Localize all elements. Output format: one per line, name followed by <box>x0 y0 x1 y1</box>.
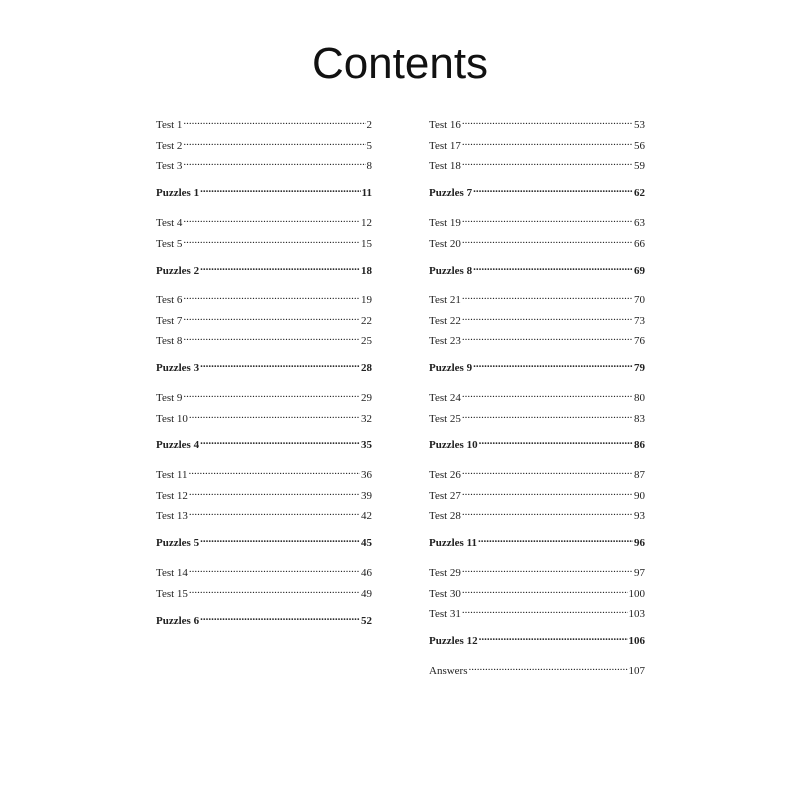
toc-leader-dots <box>473 260 633 274</box>
toc-entry <box>156 505 372 522</box>
toc-page-number: 15 <box>361 238 372 250</box>
toc-entry-label: Puzzles 4 <box>156 439 200 451</box>
toc-page-number: 35 <box>361 439 372 451</box>
toc-leader-dots <box>462 464 633 478</box>
toc-entry-label: Test 31 <box>429 608 461 620</box>
toc-leader-dots <box>462 485 633 499</box>
toc-entry-label: Test 3 <box>156 160 183 172</box>
toc-page-number: 83 <box>634 413 645 425</box>
toc-leader-dots <box>462 387 633 401</box>
toc-entry <box>429 408 645 425</box>
toc-entry-label: Test 20 <box>429 238 461 250</box>
toc-entry <box>429 233 645 250</box>
toc-entry-label: Test 19 <box>429 217 461 229</box>
toc-leader-dots <box>189 583 360 597</box>
toc-leader-dots <box>189 562 360 576</box>
toc-page-number: 8 <box>366 160 372 172</box>
toc-entry-label: Test 10 <box>156 413 188 425</box>
toc-page-number: 52 <box>361 615 372 627</box>
toc-entry-label: Puzzles 8 <box>429 265 473 277</box>
toc-entry-label: Puzzles 9 <box>429 362 473 374</box>
toc-entry-label: Puzzles 7 <box>429 187 473 199</box>
page-title: Contents <box>311 39 489 88</box>
toc-entry <box>429 114 645 131</box>
toc-leader-dots <box>189 408 360 422</box>
toc-leader-dots <box>462 212 633 226</box>
toc-section-entry <box>156 260 372 277</box>
toc-leader-dots <box>200 610 360 624</box>
toc-page-number: 70 <box>634 294 645 306</box>
toc-entry <box>156 562 372 579</box>
toc-leader-dots <box>183 310 360 324</box>
toc-page-number: 106 <box>628 635 645 647</box>
toc-page-number: 42 <box>361 510 372 522</box>
toc-leader-dots <box>200 532 360 546</box>
toc-entry-label: Puzzles 5 <box>156 537 200 549</box>
toc-leader-dots <box>183 330 360 344</box>
toc-page-number: 62 <box>634 187 645 199</box>
toc-entry-label: Test 12 <box>156 490 188 502</box>
toc-entry-label: Test 23 <box>429 335 461 347</box>
toc-leader-dots <box>462 233 633 247</box>
toc-leader-dots <box>462 155 633 169</box>
toc-page-number: 73 <box>634 315 645 327</box>
toc-leader-dots <box>200 182 361 196</box>
toc-entry-label: Test 2 <box>156 140 183 152</box>
toc-entry-label: Puzzles 2 <box>156 265 200 277</box>
toc-entry <box>429 310 645 327</box>
toc-page-number: 56 <box>634 140 645 152</box>
toc-page-number: 19 <box>361 294 372 306</box>
toc-leader-dots <box>462 583 628 597</box>
toc-entry-label: Puzzles 1 <box>156 187 200 199</box>
toc-entry <box>156 464 372 481</box>
toc-section-entry <box>429 260 645 277</box>
toc-entry-label: Test 28 <box>429 510 461 522</box>
toc-section-entry <box>429 630 645 647</box>
toc-page-number: 80 <box>634 392 645 404</box>
toc-page-number: 45 <box>361 537 372 549</box>
toc-page-number: 87 <box>634 469 645 481</box>
toc-leader-dots <box>479 434 633 448</box>
toc-entry <box>156 155 372 172</box>
toc-section-entry <box>429 532 645 549</box>
toc-entry-label: Test 13 <box>156 510 188 522</box>
toc-page-number: 49 <box>361 588 372 600</box>
toc-page-number: 12 <box>361 217 372 229</box>
toc-leader-dots <box>462 562 633 576</box>
toc-leader-dots <box>478 532 633 546</box>
toc-section-entry <box>156 357 372 374</box>
toc-entry <box>156 289 372 306</box>
toc-section-entry <box>429 434 645 451</box>
toc-entry <box>156 408 372 425</box>
toc-entry-label: Test 11 <box>156 469 188 481</box>
toc-leader-dots <box>469 660 628 674</box>
toc-page-number: 32 <box>361 413 372 425</box>
toc-entry-label: Puzzles 6 <box>156 615 200 627</box>
toc-leader-dots <box>479 630 628 644</box>
toc-section-entry <box>156 532 372 549</box>
toc-entry <box>156 387 372 404</box>
toc-leader-dots <box>189 485 360 499</box>
toc-entry-label: Test 25 <box>429 413 461 425</box>
toc-leader-dots <box>462 408 633 422</box>
toc-leader-dots <box>183 289 360 303</box>
toc-page-number: 103 <box>628 608 645 620</box>
toc-leader-dots <box>183 135 365 149</box>
toc-page-number: 90 <box>634 490 645 502</box>
toc-entry <box>156 212 372 229</box>
toc-page-number: 107 <box>628 665 645 677</box>
toc-entry <box>429 387 645 404</box>
toc-page-number: 2 <box>366 119 372 131</box>
toc-page-number: 18 <box>361 265 372 277</box>
toc-page-number: 5 <box>366 140 372 152</box>
toc-page-number: 79 <box>634 362 645 374</box>
toc-leader-dots <box>183 114 365 128</box>
toc-page-number: 29 <box>361 392 372 404</box>
toc-entry <box>156 233 372 250</box>
toc-entry-label: Puzzles 3 <box>156 362 200 374</box>
toc-leader-dots <box>183 233 360 247</box>
toc-leader-dots <box>462 330 633 344</box>
toc-entry-label: Test 1 <box>156 119 183 131</box>
toc-page-number: 63 <box>634 217 645 229</box>
toc-entry <box>429 485 645 502</box>
toc-section-entry <box>429 182 645 199</box>
toc-page-number: 100 <box>628 588 645 600</box>
toc-section-entry <box>156 434 372 451</box>
toc-page-number: 93 <box>634 510 645 522</box>
toc-entry <box>156 310 372 327</box>
toc-page-number: 76 <box>634 335 645 347</box>
toc-entry-label: Test 29 <box>429 567 461 579</box>
toc-page-number: 59 <box>634 160 645 172</box>
toc-page-number: 66 <box>634 238 645 250</box>
toc-leader-dots <box>462 603 628 617</box>
toc-page-number: 11 <box>361 187 372 199</box>
toc-page-number: 86 <box>634 439 645 451</box>
toc-entry-label: Test 26 <box>429 469 461 481</box>
toc-entry <box>429 289 645 306</box>
toc-entry-label: Test 7 <box>156 315 183 327</box>
toc-entry-label: Test 15 <box>156 588 188 600</box>
toc-entry-label: Test 9 <box>156 392 183 404</box>
toc-leader-dots <box>462 505 633 519</box>
toc-entry <box>429 135 645 152</box>
toc-section-entry <box>429 357 645 374</box>
toc-entry-label: Test 16 <box>429 119 461 131</box>
toc-section-entry <box>156 182 372 199</box>
toc-entry-label: Test 6 <box>156 294 183 306</box>
toc-entry-label: Test 5 <box>156 238 183 250</box>
toc-entry <box>156 583 372 600</box>
toc-leader-dots <box>462 135 633 149</box>
toc-leader-dots <box>183 212 360 226</box>
toc-leader-dots <box>473 357 633 371</box>
toc-page-number: 36 <box>361 469 372 481</box>
toc-entry <box>429 155 645 172</box>
toc-entry <box>429 562 645 579</box>
toc-leader-dots <box>200 260 360 274</box>
toc-entry <box>429 660 645 677</box>
toc-leader-dots <box>200 434 360 448</box>
toc-entry <box>429 603 645 620</box>
toc-entry-label: Test 8 <box>156 335 183 347</box>
toc-entry-label: Test 24 <box>429 392 461 404</box>
toc-entry-label: Test 14 <box>156 567 188 579</box>
toc-entry-label: Answers <box>429 665 468 677</box>
toc-leader-dots <box>200 357 360 371</box>
toc-leader-dots <box>473 182 633 196</box>
toc-entry <box>429 330 645 347</box>
toc-entry-label: Test 4 <box>156 217 183 229</box>
toc-page-number: 28 <box>361 362 372 374</box>
toc-page-number: 39 <box>361 490 372 502</box>
toc-entry <box>156 330 372 347</box>
toc-leader-dots <box>183 387 360 401</box>
toc-entry <box>429 505 645 522</box>
toc-entry-label: Test 18 <box>429 160 461 172</box>
toc-page-number: 53 <box>634 119 645 131</box>
toc-leader-dots <box>462 310 633 324</box>
toc-leader-dots <box>183 155 365 169</box>
toc-entry <box>156 485 372 502</box>
toc-entry <box>156 114 372 131</box>
toc-entry-label: Puzzles 11 <box>429 537 477 549</box>
toc-entry <box>156 135 372 152</box>
toc-entry-label: Test 21 <box>429 294 461 306</box>
toc-page-number: 97 <box>634 567 645 579</box>
toc-leader-dots <box>462 289 633 303</box>
toc-entry <box>429 212 645 229</box>
toc-entry-label: Puzzles 10 <box>429 439 478 451</box>
toc-entry-label: Test 17 <box>429 140 461 152</box>
toc-entry <box>429 464 645 481</box>
toc-leader-dots <box>462 114 633 128</box>
toc-entry-label: Puzzles 12 <box>429 635 478 647</box>
toc-entry-label: Test 30 <box>429 588 461 600</box>
toc-entry-label: Test 22 <box>429 315 461 327</box>
toc-section-entry <box>156 610 372 627</box>
toc-leader-dots <box>189 505 360 519</box>
toc-page-number: 96 <box>634 537 645 549</box>
toc-page-number: 25 <box>361 335 372 347</box>
toc-leader-dots <box>189 464 360 478</box>
toc-entry-label: Test 27 <box>429 490 461 502</box>
toc-entry <box>429 583 645 600</box>
toc-page-number: 46 <box>361 567 372 579</box>
toc-page-number: 69 <box>634 265 645 277</box>
toc-page-number: 22 <box>361 315 372 327</box>
